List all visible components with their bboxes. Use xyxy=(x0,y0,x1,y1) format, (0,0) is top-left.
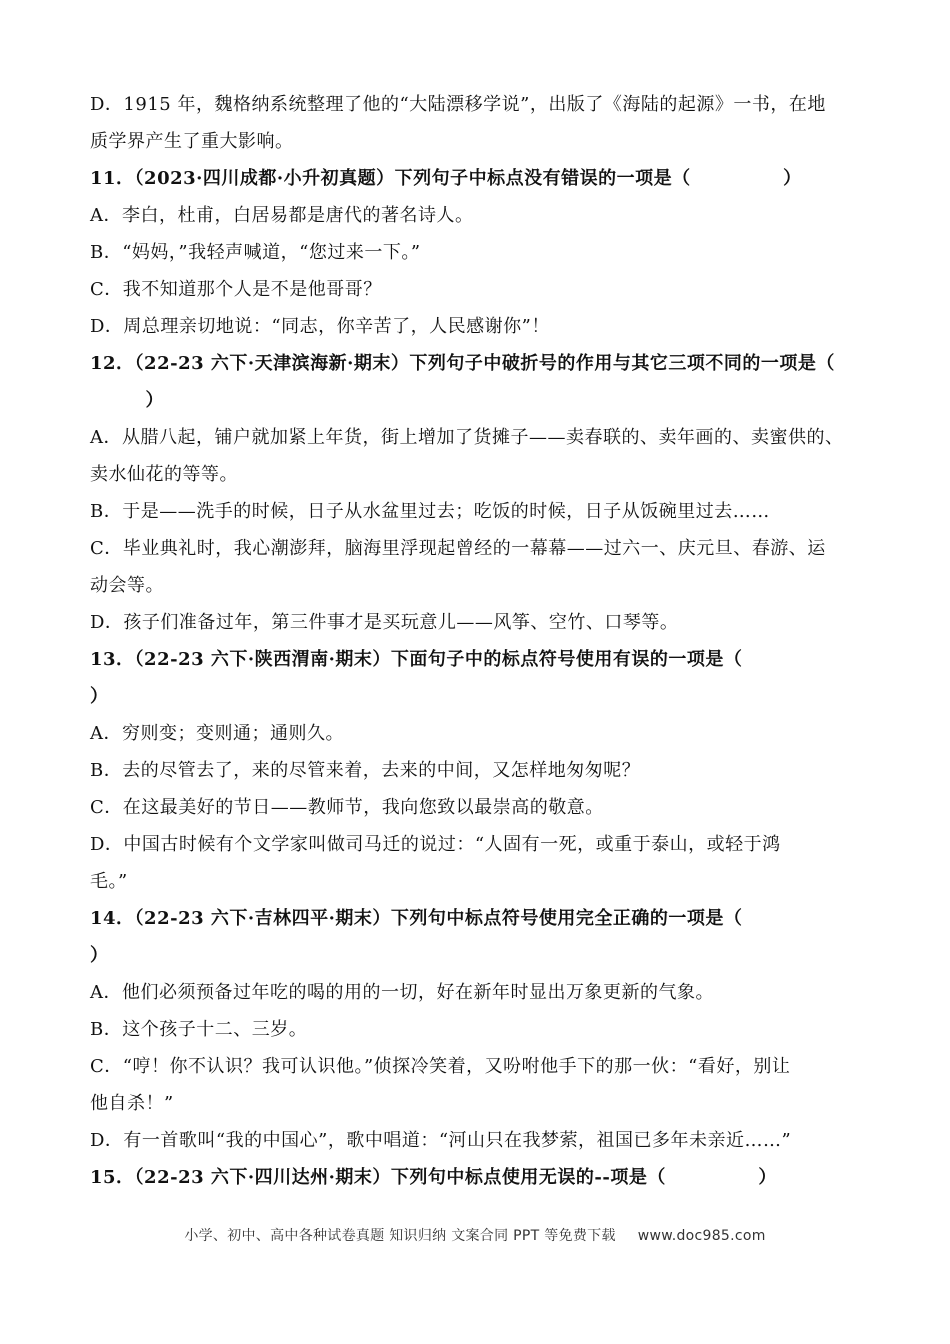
question-13-line2: ） xyxy=(90,686,109,707)
page-footer xyxy=(0,1225,950,1245)
footer-url[interactable]: www.doc985.com xyxy=(637,1228,766,1244)
q10-option-d-line2: 质学界产生了重大影响。 xyxy=(90,131,294,152)
q13-option-b: B．去的尽管去了，来的尽管来着，去来的中间，又怎样地匆匆呢？ xyxy=(90,760,641,781)
q14-option-c-line2: 他自杀！” xyxy=(90,1093,174,1114)
q11-option-a: A．李白，杜甫，白居易都是唐代的著名诗人。 xyxy=(90,205,474,226)
question-15: 15．（22-23 六下·四川达州·期末）下列句中标点使用无误的--项是（ ） xyxy=(90,1167,777,1188)
q12-option-d: D．孩子们准备过年，第三件事才是买玩意儿——风筝、空竹、口琴等。 xyxy=(90,612,679,633)
question-14-line1: 14．（22-23 六下·吉林四平·期末）下列句中标点符号使用完全正确的一项是（ xyxy=(90,908,743,929)
q12-option-a-line2: 卖水仙花的等等。 xyxy=(90,464,238,485)
q14-option-d: D．有一首歌叫“我的中国心”，歌中唱道：“河山只在我梦萦，祖国已多年未亲近……” xyxy=(90,1130,792,1151)
q14-option-b: B．这个孩子十二、三岁。 xyxy=(90,1019,308,1040)
footer-text: 小学、初中、高中各种试卷真题 知识归纳 文案合同 PPT 等免费下载 xyxy=(184,1228,616,1244)
q13-option-d-line2: 毛。” xyxy=(90,871,128,892)
q13-option-a: A．穷则变；变则通；通则久。 xyxy=(90,723,344,744)
q12-option-a-line1: A．从腊八起，铺户就加紧上年货，街上增加了货摊子——卖春联的、卖年画的、卖蜜供的、 xyxy=(90,427,844,448)
question-12-line1: 12．（22-23 六下·天津滨海新·期末）下列句子中破折号的作用与其它三项不同的一项是（ xyxy=(90,353,835,374)
q14-option-c-line1: C．“哼！你不认识？我可认识他。”侦探冷笑着，又吩咐他手下的那一伙：“看好，别让 xyxy=(90,1056,791,1077)
q11-option-c: C．我不知道那个人是不是他哥哥？ xyxy=(90,279,382,300)
q12-option-c-line2: 动会等。 xyxy=(90,575,164,596)
q13-option-c: C．在这最美好的节日——教师节，我向您致以最崇高的敬意。 xyxy=(90,797,604,818)
q11-option-d: D．周总理亲切地说：“同志，你辛苦了，人民感谢你”！ xyxy=(90,316,550,337)
q14-option-a: A．他们必须预备过年吃的喝的用的一切，好在新年时显出万象更新的气象。 xyxy=(90,982,714,1003)
question-14-line2: ） xyxy=(90,945,109,966)
q12-option-c-line1: C．毕业典礼时，我心潮澎拜，脑海里浮现起曾经的一幕幕——过六一、庆元旦、春游、运 xyxy=(90,538,826,559)
q12-option-b: B．于是——洗手的时候，日子从水盆里过去；吃饭的时候，日子从饭碗里过去…… xyxy=(90,501,770,522)
question-12-line2: ） xyxy=(90,390,164,411)
q10-option-d-line1: D．1915 年，魏格纳系统整理了他的“大陆漂移学说”，出版了《海陆的起源》一书，在地 xyxy=(90,94,826,115)
q11-option-b: B．“妈妈，”我轻声喊道，“您过来一下。” xyxy=(90,242,421,263)
question-13-line1: 13．（22-23 六下·陕西渭南·期末）下面句子中的标点符号使用有误的一项是（ xyxy=(90,649,743,670)
q13-option-d-line1: D．中国古时候有个文学家叫做司马迁的说过：“人固有一死，或重于泰山，或轻于鸿 xyxy=(90,834,781,855)
question-11: 11．（2023·四川成都·小升初真题）下列句子中标点没有错误的一项是（ ） xyxy=(90,168,802,189)
